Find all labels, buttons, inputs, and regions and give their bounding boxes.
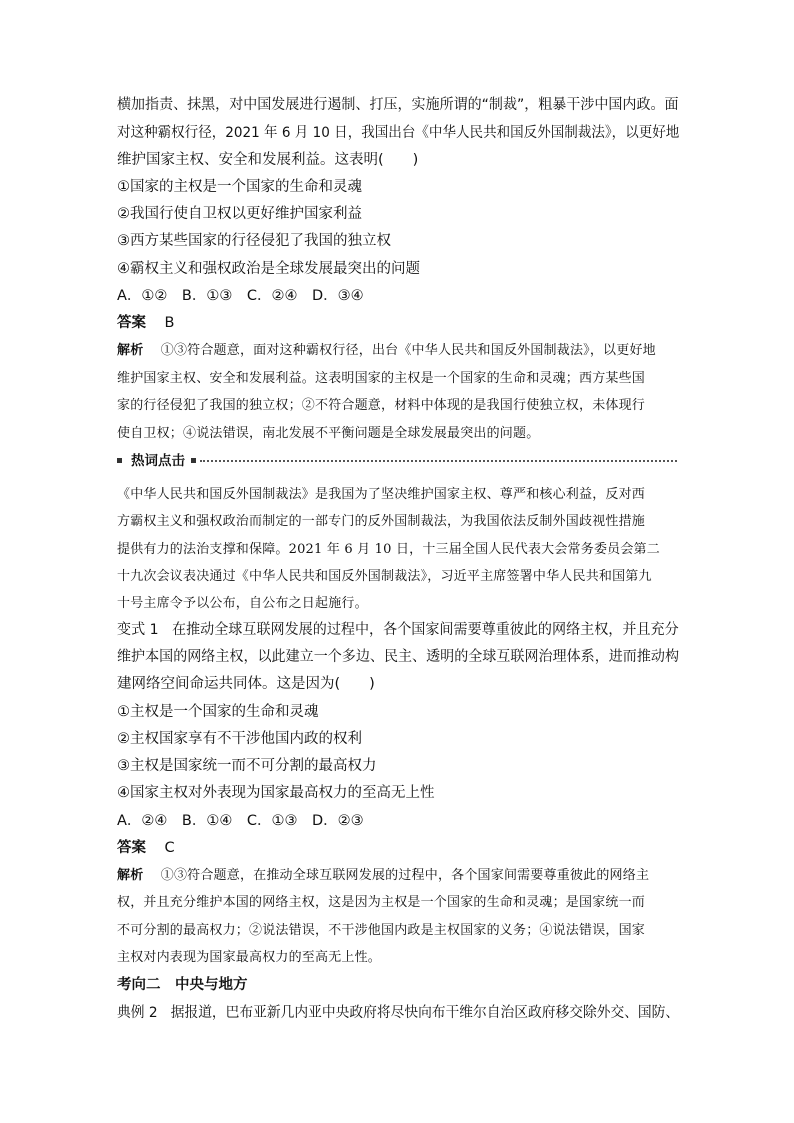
analysis-label: 解析 (117, 868, 144, 883)
answer-value: B (164, 315, 175, 331)
example1-analysis-line-2: 维护国家主权、安全和发展利益。这表明国家的主权是一个国家的生命和灵魂；西方某些国 (117, 371, 646, 386)
analysis-label: 解析 (117, 343, 144, 358)
example2-label: 典例 2 (117, 1005, 158, 1021)
dotted-divider (200, 460, 677, 462)
example1-analysis-line-3: 家的行径侵犯了我国的独立权；②不符合题意，材料中体现的是我国行使独立权，未体现行 (117, 398, 646, 413)
analysis-text: ①③符合题意，在推动全球互联网发展的过程中，各个国家间需要尊重彼此的网络主 (160, 868, 650, 883)
variant1-option-4: ④国家主权对外表现为国家最高权力的至高无上性 (117, 785, 435, 801)
variant1-analysis-line-4: 主权对内表现为国家最高权力的至高无上性。 (117, 950, 382, 965)
variant1-option-1: ①主权是一个国家的生命和灵魂 (117, 704, 319, 720)
example1-analysis-line-1 (117, 341, 656, 361)
square-bullet-icon (191, 458, 196, 463)
variant1-analysis-line-2: 权，并且充分维护本国的网络主权，这是因为主权是一个国家的生命和灵魂；是国家统一而 (117, 895, 646, 910)
answer-label: 答案 (117, 840, 146, 856)
square-bullet-icon (117, 458, 122, 463)
example1-answer (117, 313, 174, 333)
variant1-analysis-line-1 (117, 866, 649, 886)
example2-stem-text: 据报道，巴布亚新几内亚中央政府将尽快向布干维尔自治区政府移交除外交、国防、 (170, 1005, 680, 1021)
example1-option-3: ③西方某些国家的行径侵犯了我国的独立权 (117, 233, 391, 249)
example2-stem-line-1 (117, 1003, 679, 1023)
variant1-stem-line-3: 建网络空间命运共同体。这是因为( ) (117, 676, 375, 692)
variant1-answer (117, 838, 175, 858)
hotword-text-line-1: 《中华人民共和国反外国制裁法》是我国为了坚决维护国家主权、尊严和核心利益，反对西 (117, 487, 646, 502)
variant1-label: 变式 1 (117, 622, 159, 638)
answer-label: 答案 (117, 315, 146, 331)
variant1-option-3: ③主权是国家统一而不可分割的最高权力 (117, 758, 377, 774)
example1-option-4: ④霸权主义和强权政治是全球发展最突出的问题 (117, 261, 420, 277)
variant1-stem-line-1 (117, 620, 679, 640)
example1-option-2: ②我国行使自卫权以更好维护国家利益 (117, 206, 362, 222)
example1-analysis-line-4: 使自卫权；④说法错误，南北发展不平衡问题是全球发展最突出的问题。 (117, 426, 540, 441)
variant1-choices: A．②④ B．①④ C．①③ D．②③ (117, 813, 364, 829)
variant1-option-2: ②主权国家享有不干涉他国内政的权利 (117, 731, 362, 747)
example1-stem-line-2: 对这种霸权行径，2021 年 6 月 10 日，我国出台《中华人民共和国反外国制裁法》，以更好地 (117, 125, 680, 141)
hotword-title: 热词点击 (131, 453, 185, 469)
hotword-header (117, 452, 677, 470)
example1-choices: A．①② B．①③ C．②④ D．③④ (117, 288, 364, 304)
example1-stem-line-1: 横加指责、抹黑，对中国发展进行遏制、打压，实施所谓的“制裁”，粗暴干涉中国内政。面 (117, 97, 679, 113)
hotword-text-line-2: 方霸权主义和强权政治而制定的一部专门的反外国制裁法，为我国依法反制外国歧视性措施 (117, 514, 646, 529)
analysis-text: ①③符合题意，面对这种霸权行径，出台《中华人民共和国反外国制裁法》，以更好地 (160, 343, 656, 358)
answer-value: C (164, 840, 175, 856)
hotword-text-line-5: 十号主席令予以公布，自公布之日起施行。 (117, 596, 368, 611)
variant1-stem-line-2: 维护本国的网络主权，以此建立一个多边、民主、透明的全球互联网治理体系，进而推动构 (117, 649, 679, 665)
hotword-text-line-4: 十九次会议表决通过《中华人民共和国反外国制裁法》，习近平主席签署中华人民共和国第九 (117, 569, 652, 584)
section-heading: 考向二 中央与地方 (117, 977, 248, 993)
variant1-analysis-line-3: 不可分割的最高权力；②说法错误，不干涉他国内政是主权国家的义务；④说法错误，国家 (117, 923, 646, 938)
variant1-stem-text: 在推动全球互联网发展的过程中，各个国家间需要尊重彼此的网络主权，并且充分 (172, 622, 679, 638)
example1-stem-line-3: 维护国家主权、安全和发展利益。这表明( ) (117, 152, 419, 168)
example1-option-1: ①国家的主权是一个国家的生命和灵魂 (117, 179, 362, 195)
hotword-text-line-3: 提供有力的法治支撑和保障。2021 年 6 月 10 日，十三届全国人民代表大会常务委员会第二 (117, 542, 660, 557)
